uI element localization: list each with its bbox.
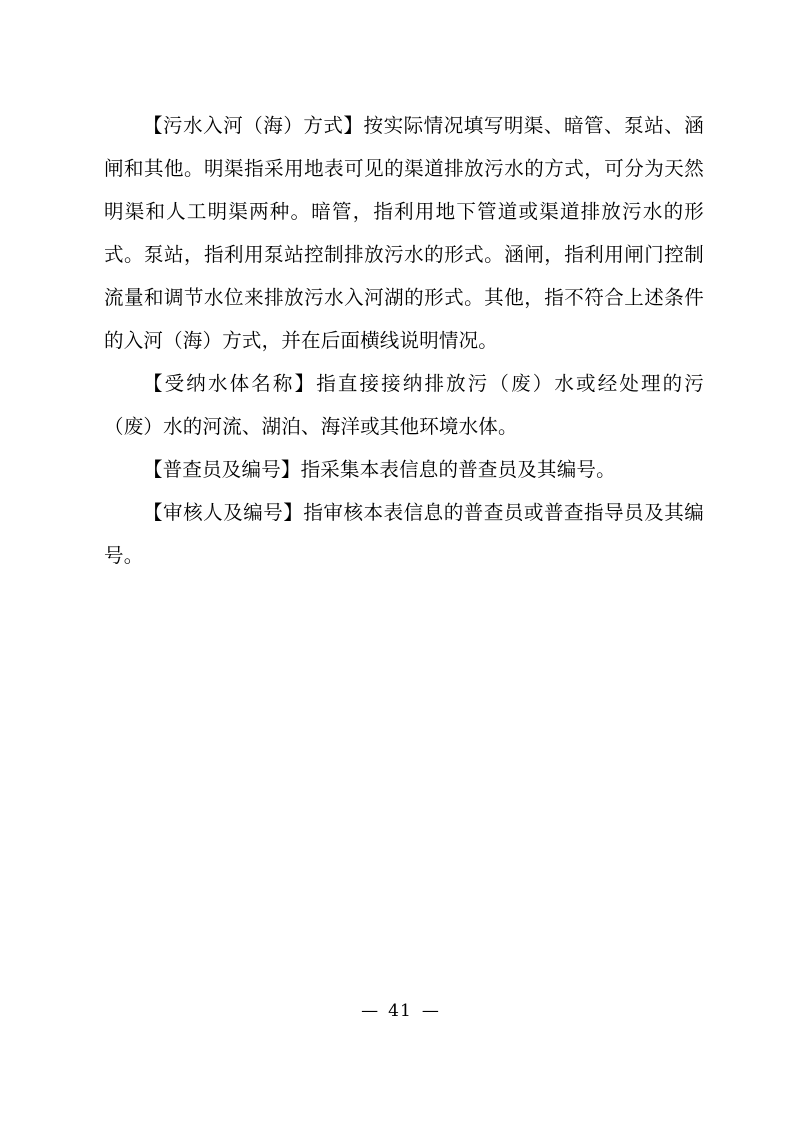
page-number: 41	[388, 1000, 412, 1021]
footer-right-dash: —	[421, 1000, 439, 1021]
paragraph-surveyor-and-number: 【普查员及编号】指采集本表信息的普查员及其编号。	[143, 458, 616, 481]
page-footer	[0, 1000, 800, 1021]
paragraph-reviewer-and-number: 【审核人及编号】指审核本表信息的普查员或普查指导员及其编号。	[104, 501, 704, 567]
paragraph-receiving-water-name: 【受纳水体名称】指直接接纳排放污（废）水或经处理的污（废）水的河流、湖泊、海洋或其他环境水体。	[104, 372, 704, 438]
footer-left-dash: —	[361, 1000, 379, 1021]
paragraph-discharge-method: 【污水入河（海）方式】按实际情况填写明渠、暗管、泵站、涵闸和其他。明渠指采用地表可见的渠道排放污水的方式，可分为天然明渠和人工明渠两种。暗管，指利用地下管道或渠道排放污水的形式。泵站，指利用泵站控制排放污水的形式。涵闸，指利用闸门控制流量和调节水位来排放污水入河湖的形式。其他，指不符合上述条件的入河（海）方式，并在后面横线说明情况。	[104, 114, 704, 352]
document-body	[104, 104, 704, 577]
